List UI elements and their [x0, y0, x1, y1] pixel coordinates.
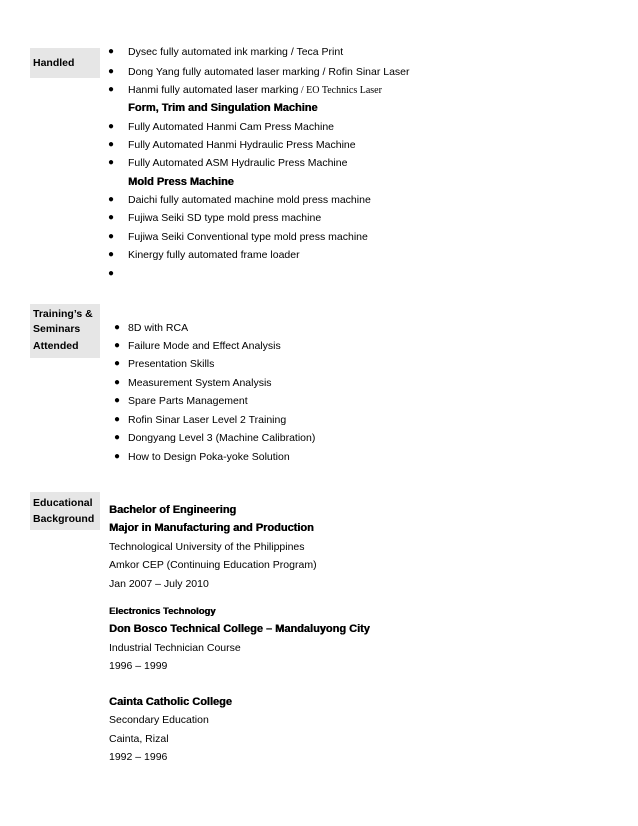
- bullet: ●: [108, 121, 115, 132]
- training-label-line: Seminars: [33, 323, 81, 335]
- list-item-extra: / EO Technics Laser: [298, 85, 382, 96]
- dates: 1996 – 1999: [109, 660, 168, 672]
- bullet: ●: [108, 157, 115, 168]
- school: Don Bosco Technical College – Mandaluyong City: [109, 623, 370, 635]
- list-item: Measurement System Analysis: [128, 377, 272, 389]
- list-item: Dongyang Level 3 (Machine Calibration): [128, 432, 316, 444]
- list-item: Fujiwa Seiki SD type mold press machine: [128, 212, 322, 224]
- list-item: Fully Automated Hanmi Hydraulic Press Machine: [128, 139, 356, 151]
- bullet: ●: [114, 340, 121, 351]
- training-label-line: Attended: [33, 340, 79, 352]
- training-label-line: Training’s &: [33, 308, 93, 320]
- level: Secondary Education: [109, 714, 209, 726]
- list-item: Dysec fully automated ink marking / Teca Print: [128, 46, 344, 58]
- education-label-line: Background: [33, 513, 95, 525]
- list-item: Kinergy fully automated frame loader: [128, 249, 300, 261]
- dates: 1992 – 1996: [109, 751, 168, 763]
- location: Cainta, Rizal: [109, 733, 169, 745]
- bullet: ●: [114, 414, 121, 425]
- course: Industrial Technician Course: [109, 642, 241, 654]
- list-item: Fully Automated Hanmi Cam Press Machine: [128, 121, 334, 133]
- bullet: ●: [114, 395, 121, 406]
- list-item: Presentation Skills: [128, 358, 215, 370]
- list-item: Failure Mode and Effect Analysis: [128, 340, 281, 352]
- list-item: Dong Yang fully automated laser marking / Rofin Sinar Laser: [128, 66, 410, 78]
- list-item: How to Design Poka-yoke Solution: [128, 451, 290, 463]
- bullet: ●: [108, 139, 115, 150]
- course-heading: Electronics Technology: [109, 606, 216, 617]
- bullet: ●: [114, 377, 121, 388]
- school: Cainta Catholic College: [109, 696, 232, 708]
- list-item: Fully Automated ASM Hydraulic Press Machine: [128, 157, 348, 169]
- list-item: 8D with RCA: [128, 322, 189, 334]
- bullet: ●: [108, 46, 115, 57]
- training-label-box: [30, 304, 100, 358]
- education-label-box: [30, 492, 100, 530]
- subheading-form-trim: Form, Trim and Singulation Machine: [128, 102, 318, 114]
- degree: Bachelor of Engineering: [109, 504, 237, 516]
- subheading-mold-press: Mold Press Machine: [128, 176, 234, 188]
- handled-label-box: [30, 48, 100, 78]
- bullet: ●: [108, 268, 115, 279]
- bullet: ●: [108, 66, 115, 77]
- bullet: ●: [108, 84, 115, 95]
- program: Amkor CEP (Continuing Education Program): [109, 559, 317, 571]
- major: Major in Manufacturing and Production: [109, 522, 314, 534]
- school: Technological University of the Philippines: [109, 541, 305, 553]
- bullet: ●: [108, 194, 115, 205]
- list-item: Daichi fully automated machine mold press machine: [128, 194, 371, 206]
- list-item: Fujiwa Seiki Conventional type mold press machine: [128, 231, 368, 243]
- bullet: ●: [108, 231, 115, 242]
- bullet: ●: [108, 249, 115, 260]
- bullet: ●: [114, 432, 121, 443]
- bullet: ●: [108, 212, 115, 223]
- list-item: Rofin Sinar Laser Level 2 Training: [128, 414, 287, 426]
- dates: Jan 2007 – July 2010: [109, 578, 209, 590]
- handled-label: Handled: [33, 57, 75, 69]
- list-item: Hanmi fully automated laser marking / EO Technics Laser: [128, 84, 382, 96]
- list-item: Spare Parts Management: [128, 395, 248, 407]
- bullet: ●: [114, 358, 121, 369]
- education-label-line: Educational: [33, 497, 93, 509]
- bullet: ●: [114, 451, 121, 462]
- bullet: ●: [114, 322, 121, 333]
